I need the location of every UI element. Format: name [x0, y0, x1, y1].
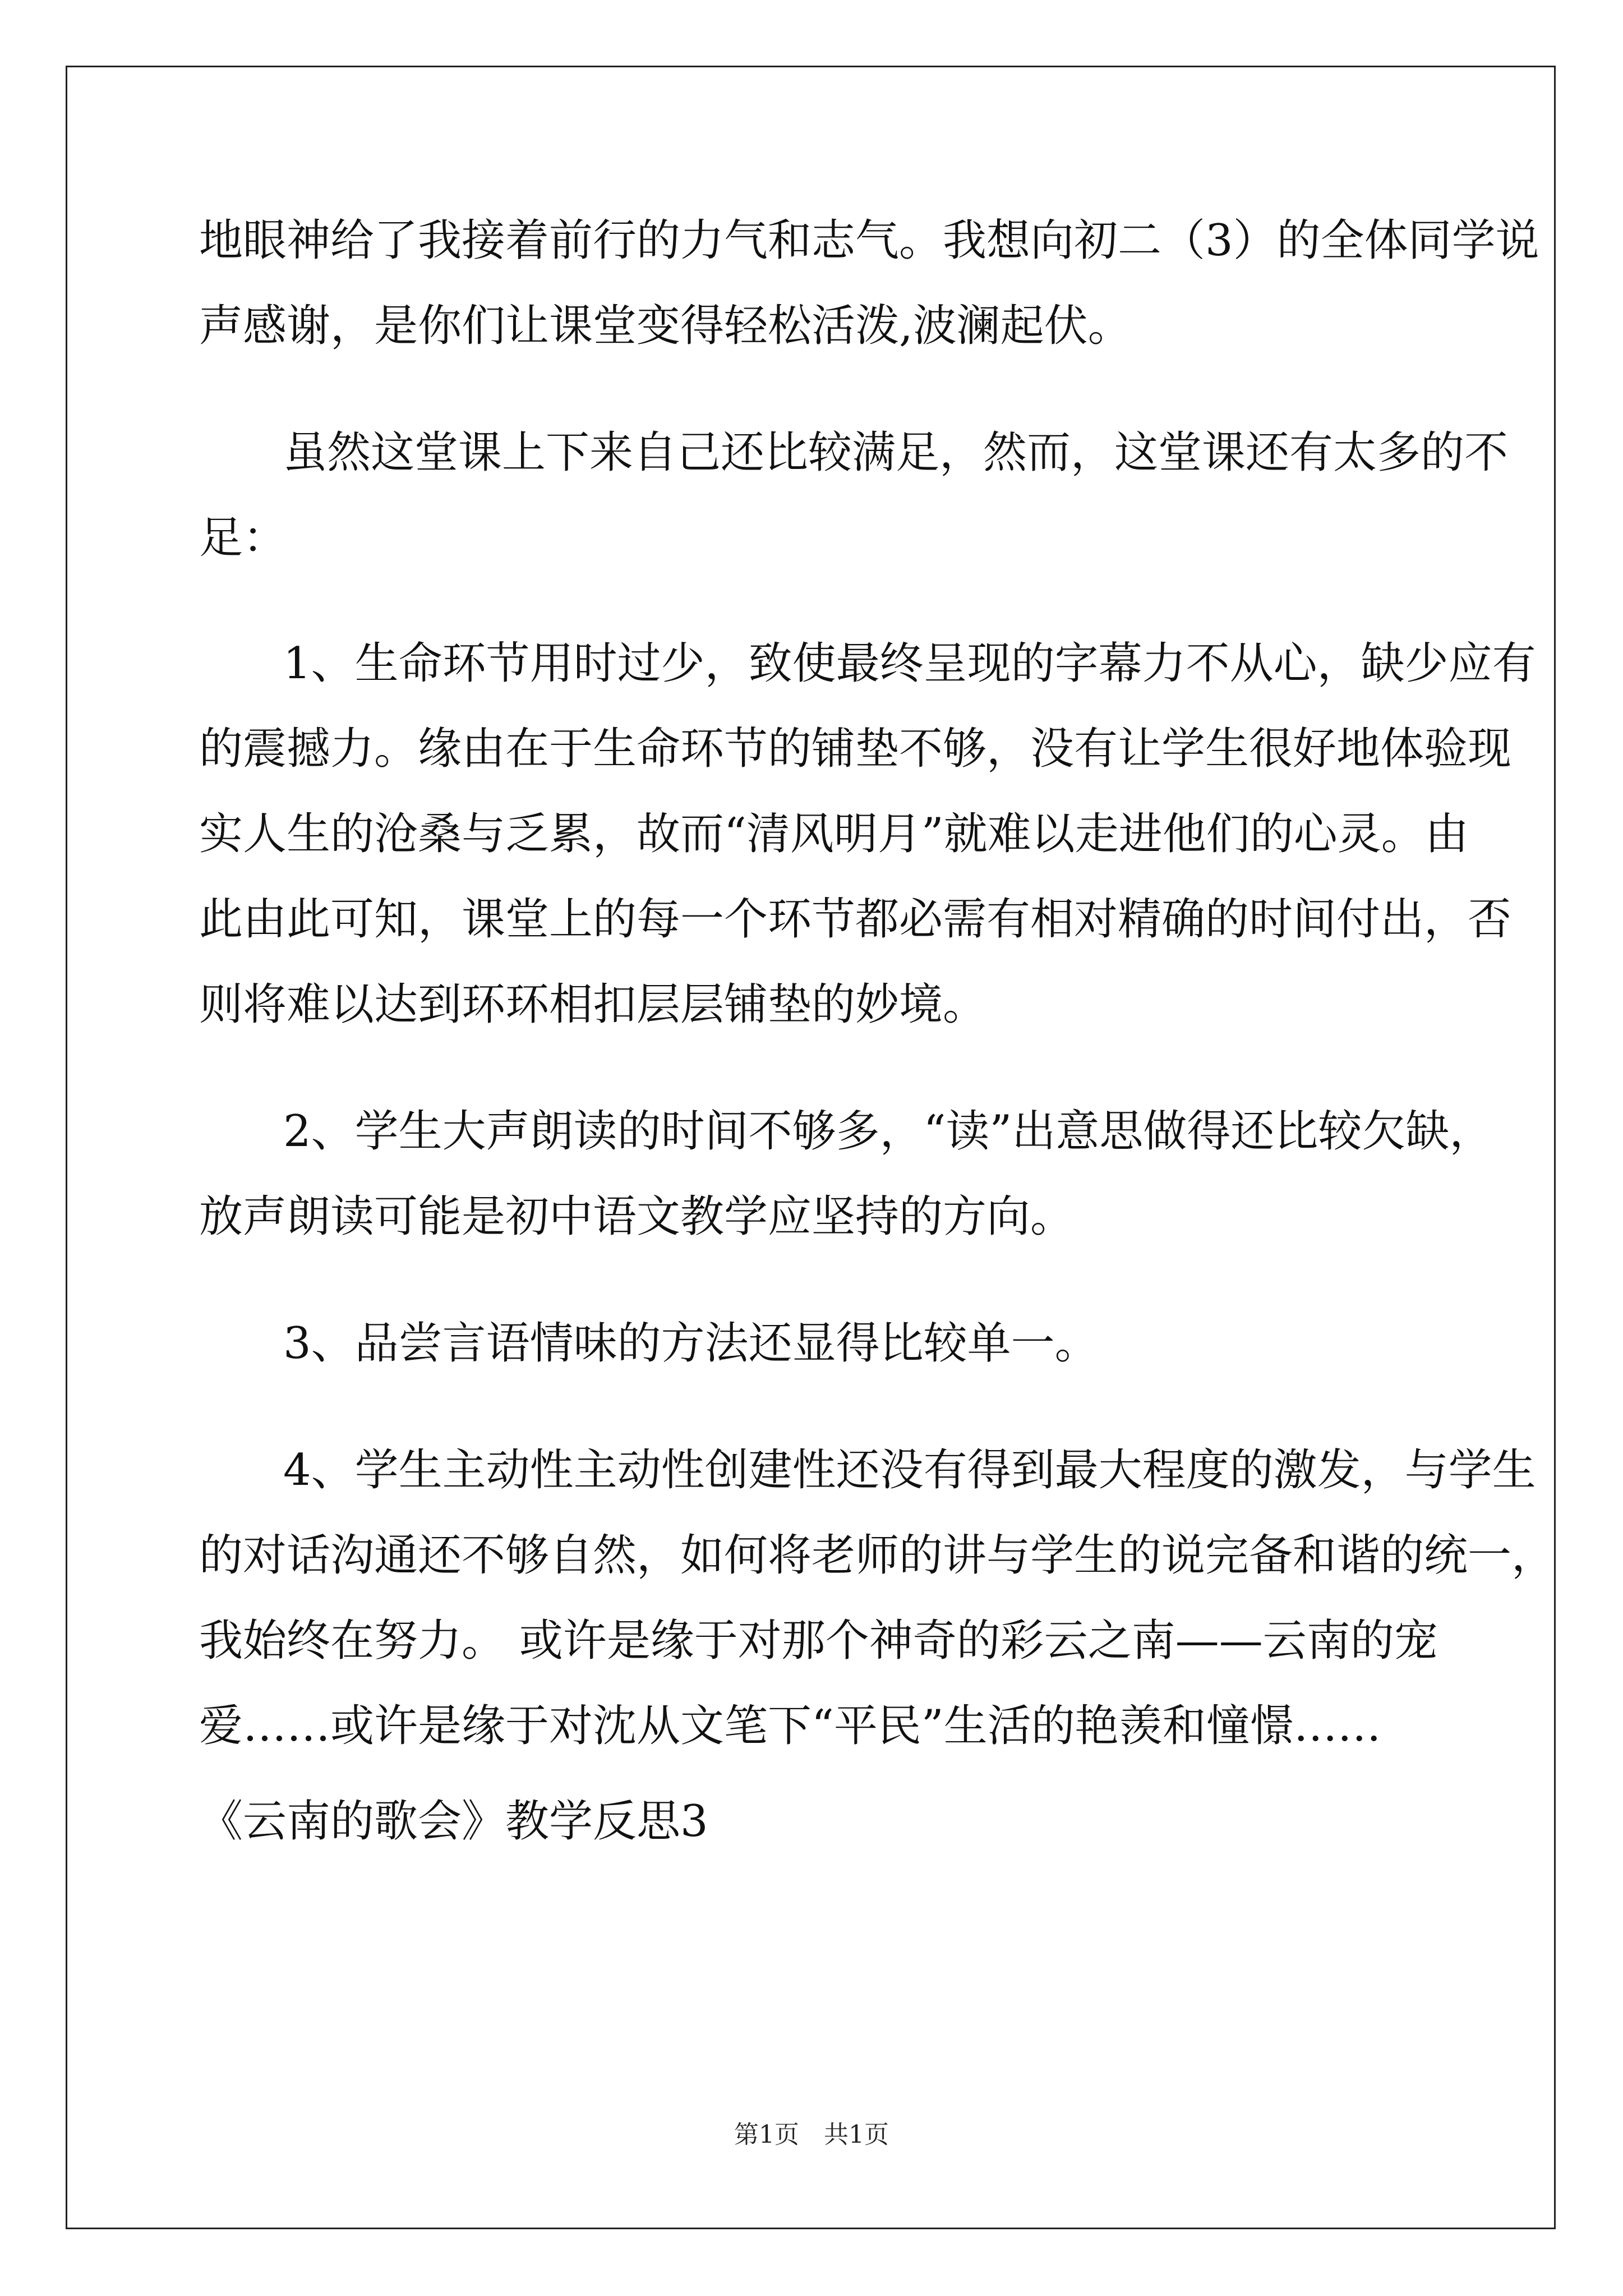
section-heading: 《云南的歌会》教学反思3 [199, 1796, 708, 1847]
paragraph-line: 4、学生主动性主动性创建性还没有得到最大程度的激发，与学生 [283, 1445, 1536, 1496]
paragraph-line: 3、品尝言语情味的方法还显得比较单一。 [283, 1318, 1099, 1369]
text-line: 地眼神给了我接着前行的力气和志气。我想向初二（3）的全体同学说 [199, 215, 1539, 266]
text-line: 则将难以达到环环相扣层层铺垫的妙境。 [199, 979, 987, 1030]
text-line: 实人生的沧桑与乏累，故而“清风明月”就难以走进他们的心灵。由 [199, 809, 1469, 859]
text-line: 的震撼力。缘由在于生命环节的铺垫不够，没有让学生很好地体验现 [199, 724, 1512, 774]
text-line: 的对话沟通还不够自然，如何将老师的讲与学生的说完备和谐的统一， [199, 1530, 1556, 1581]
text-line: 此由此可知，课堂上的每一个环节都必需有相对精确的时间付出，否 [199, 894, 1512, 945]
page-footer: 第1页 共1页 [734, 2120, 889, 2149]
paragraph-line: 2、学生大声朗读的时间不够多，“读”出意思做得还比较欠缺， [283, 1106, 1493, 1157]
text-line: 放声朗读可能是初中语文教学应坚持的方向。 [199, 1191, 1075, 1242]
text-line: 声感谢，是你们让课堂变得轻松活泼,波澜起伏。 [199, 301, 1132, 351]
text-line: 我始终在努力。 或许是缘于对那个神奇的彩云之南——云南的宠 [199, 1616, 1438, 1666]
text-line: 足： [199, 513, 287, 563]
text-line: 爱……或许是缘于对沈从文笔下“平民”生活的艳羡和憧憬…… [199, 1701, 1381, 1751]
paragraph-line: 1、生命环节用时过少，致使最终呈现的字幕力不从心，缺少应有 [283, 638, 1536, 689]
paragraph-line: 虽然这堂课上下来自己还比较满足，然而，这堂课还有太多的不 [283, 427, 1509, 478]
